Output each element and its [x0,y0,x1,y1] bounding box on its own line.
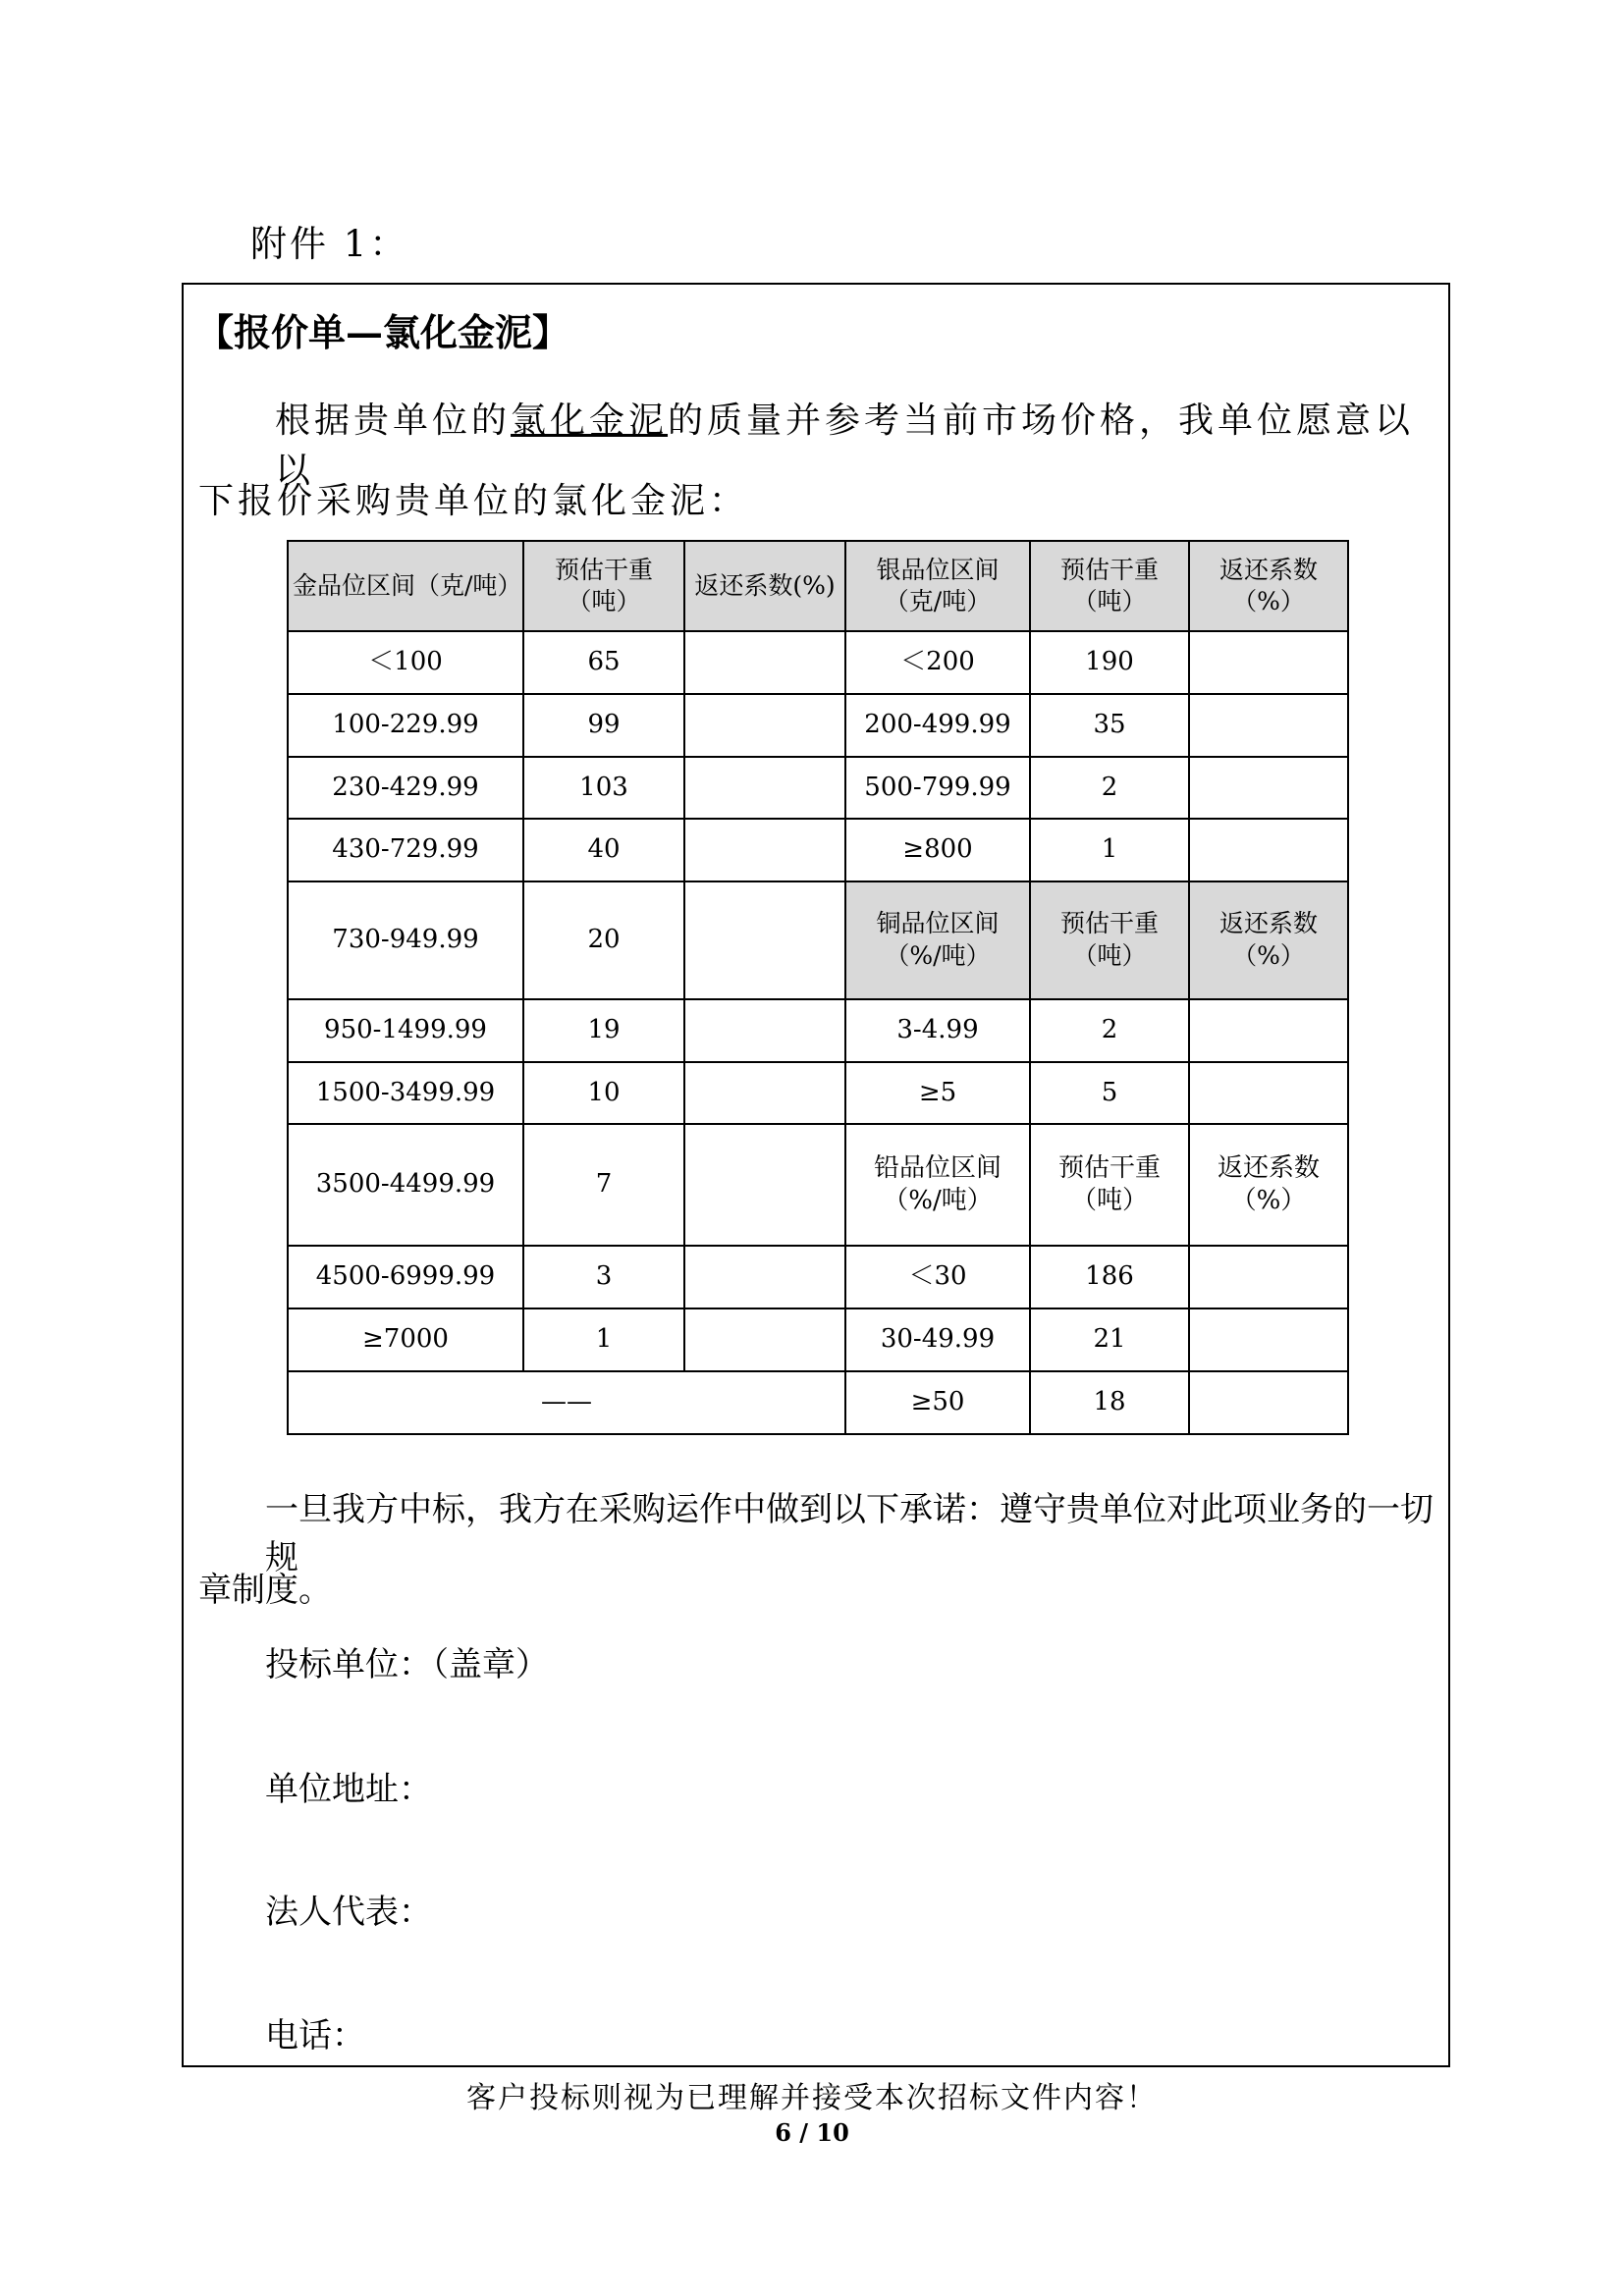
gold-grade-cell: 4500-6999.99 [288,1246,523,1308]
gold-coefficient-header: 返还系数(%) [684,541,845,631]
table-row [288,631,1348,694]
lead-grade-header: 铅品位区间（%/吨） [845,1124,1030,1246]
gold-weight-header: 预估干重（吨） [523,541,684,631]
gold-coefficient-cell[interactable] [684,631,845,694]
gold-weight-cell: 40 [523,819,684,881]
copper-grade-cell: ≥5 [845,1062,1030,1125]
gold-coefficient-cell[interactable] [684,1062,845,1125]
intro-line-2: 下报价采购贵单位的氯化金泥： [198,481,749,521]
gold-grade-cell: ＜100 [288,631,523,694]
intro-material: 氯化金泥 [511,400,669,441]
silver-weight-cell: 190 [1030,631,1189,694]
gold-coefficient-cell[interactable] [684,694,845,757]
copper-grade-header: 铜品位区间（%/吨） [845,881,1030,998]
table-row [288,757,1348,820]
gold-coefficient-cell[interactable] [684,999,845,1062]
gold-coefficient-cell[interactable] [684,1124,845,1246]
silver-grade-cell: ≥800 [845,819,1030,881]
gold-weight-cell: 3 [523,1246,684,1308]
table-row [288,694,1348,757]
gold-grade-cell: ≥7000 [288,1308,523,1371]
copper-coefficient-header: 返还系数（%） [1189,881,1348,998]
legal-rep-field: 法人代表： [265,1893,432,1932]
quote-title: 【报价单—氯化金泥】 [196,310,570,354]
silver-coefficient-cell[interactable] [1189,631,1348,694]
gold-empty-cell: —— [288,1371,845,1434]
gold-grade-header: 金品位区间（克/吨） [288,541,523,631]
attachment-label: 附件 1： [250,223,409,265]
gold-weight-cell: 19 [523,999,684,1062]
table-row [288,1308,1348,1371]
silver-coefficient-cell[interactable] [1189,819,1348,881]
gold-coefficient-cell[interactable] [684,1308,845,1371]
page-number: 6 / 10 [775,2118,849,2147]
table-header-row [288,541,1348,631]
lead-grade-cell: ＜30 [845,1246,1030,1308]
lead-coefficient-cell[interactable] [1189,1371,1348,1434]
copper-weight-cell: 5 [1030,1062,1189,1125]
gold-weight-cell: 99 [523,694,684,757]
gold-coefficient-cell[interactable] [684,1246,845,1308]
copper-coefficient-cell[interactable] [1189,999,1348,1062]
silver-coefficient-cell[interactable] [1189,694,1348,757]
lead-weight-header: 预估干重（吨） [1030,1124,1189,1246]
table-row [288,881,1348,998]
silver-grade-cell: 200-499.99 [845,694,1030,757]
gold-grade-cell: 950-1499.99 [288,999,523,1062]
table-row [288,1124,1348,1246]
copper-weight-header: 预估干重（吨） [1030,881,1189,998]
lead-weight-cell: 18 [1030,1371,1189,1434]
footer-notice: 客户投标则视为已理解并接受本次招标文件内容！ [466,2081,1158,2115]
table-row [288,819,1348,881]
gold-grade-cell: 730-949.99 [288,881,523,998]
gold-grade-cell: 3500-4499.99 [288,1124,523,1246]
lead-weight-cell: 186 [1030,1246,1189,1308]
gold-weight-cell: 10 [523,1062,684,1125]
lead-coefficient-cell[interactable] [1189,1308,1348,1371]
gold-weight-cell: 65 [523,631,684,694]
silver-coefficient-cell[interactable] [1189,757,1348,820]
table-row [288,999,1348,1062]
gold-weight-cell: 20 [523,881,684,998]
silver-coefficient-header: 返还系数（%） [1189,541,1348,631]
lead-grade-cell: ≥50 [845,1371,1030,1434]
gold-weight-cell: 1 [523,1308,684,1371]
commitment-line-2: 章制度。 [198,1571,332,1610]
gold-coefficient-cell[interactable] [684,881,845,998]
silver-weight-cell: 2 [1030,757,1189,820]
gold-weight-cell: 103 [523,757,684,820]
silver-weight-header: 预估干重（吨） [1030,541,1189,631]
intro-pre: 根据贵单位的 [275,400,512,441]
copper-weight-cell: 2 [1030,999,1189,1062]
lead-coefficient-header: 返还系数（%） [1189,1124,1348,1246]
lead-coefficient-cell[interactable] [1189,1246,1348,1308]
silver-grade-cell: 500-799.99 [845,757,1030,820]
silver-grade-cell: ＜200 [845,631,1030,694]
gold-coefficient-cell[interactable] [684,757,845,820]
silver-weight-cell: 1 [1030,819,1189,881]
copper-coefficient-cell[interactable] [1189,1062,1348,1125]
lead-grade-cell: 30-49.99 [845,1308,1030,1371]
gold-weight-cell: 7 [523,1124,684,1246]
silver-grade-header: 银品位区间（克/吨） [845,541,1030,631]
gold-grade-cell: 230-429.99 [288,757,523,820]
bidder-field: 投标单位：（盖章） [265,1645,549,1684]
lead-weight-cell: 21 [1030,1308,1189,1371]
table-row [288,1246,1348,1308]
gold-grade-cell: 430-729.99 [288,819,523,881]
table-row [288,1062,1348,1125]
gold-grade-cell: 100-229.99 [288,694,523,757]
phone-field: 电话： [265,2016,365,2056]
gold-grade-cell: 1500-3499.99 [288,1062,523,1125]
commitment-line-1: 一旦我方中标，我方在采购运作中做到以下承诺：遵守贵单位对此项业务的一切规 [265,1490,1434,1577]
quote-table [287,540,1349,1435]
copper-grade-cell: 3-4.99 [845,999,1030,1062]
address-field: 单位地址： [265,1770,432,1809]
silver-weight-cell: 35 [1030,694,1189,757]
gold-coefficient-cell[interactable] [684,819,845,881]
intro-post: 的质量并参考当前市场价格，我单位愿意以以 [275,400,1415,491]
table-row [288,1371,1348,1434]
